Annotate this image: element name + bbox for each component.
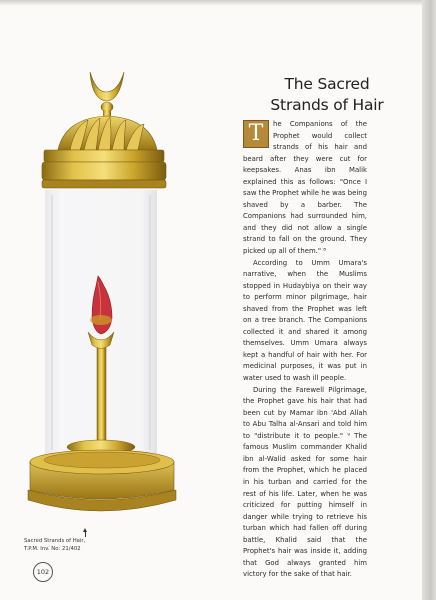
caption-line-2: T.P.M. Inv. No: 21/402: [24, 546, 81, 552]
title-line-1: The Sacred: [284, 75, 370, 93]
reliquary-illustration: [0, 0, 230, 560]
title-line-2: Strands of Hair: [270, 96, 384, 114]
article-title: [252, 74, 402, 116]
drop-cap: T: [243, 120, 269, 148]
paragraph-1: [243, 119, 367, 258]
paragraph-1-text: he Companions of the Prophet would collect strands of his hair and beard after they were cut for keepsakes. Anas ibn Malik explained this as follows: "Once I saw the Prophet while he was being shaved by a barber. The Companions had surrounded him, and they did not allow a single strand to fall on the ground. They picked up all of them." ⁸: [243, 120, 367, 256]
page-number: 102: [33, 562, 53, 582]
relic-stand: [97, 340, 106, 445]
figure-caption: [24, 537, 144, 553]
book-page-edge: [422, 0, 436, 600]
crescent-finial: [90, 72, 124, 101]
article-body: [243, 119, 367, 581]
paragraph-3: During the Farewell Pilgrimage, the Prophet gave his hair that had been cut by Mamar ibn 'Abd Allah to Abu Talha al-Ansari and told him to "distribute it to people." ⁹ The famous Muslim commander Khalid ibn al-Walid asked for some hair from the Prophet, which he placed in his turban and carried for the rest of his life. Later, when he was criticized for putting himself in danger while trying to retrieve his turban which had fallen off during battle, Khalid said that the Prophet's hair was inside it, adding that God always granted him victory for the sake of that hair.: [243, 385, 367, 579]
paragraph-2: According to Umm Umara's narrative, when the Muslims stopped in Hudaybiya on their way to perform minor pilgrimage, hair shaved from the Prophet was left on a tree branch. The Companions collected it and shared it among themselves. Umm Umara always kept a handful of hair with her. For medicinal purposes, it was put in water used to wash ill people.: [243, 258, 367, 383]
caption-line-1: Sacred Strands of Hair,: [24, 538, 86, 544]
